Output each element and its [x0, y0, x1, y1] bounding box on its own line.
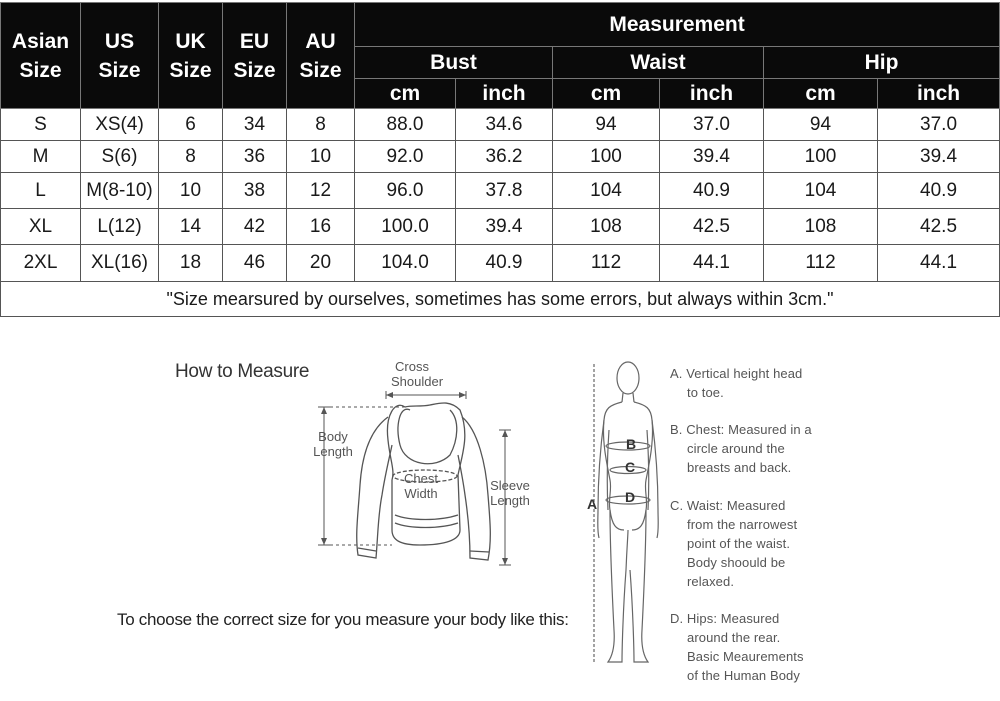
cell-eu-size: 34	[223, 109, 287, 141]
table-row	[1, 109, 1000, 141]
cell-us-size: XS(4)	[81, 109, 159, 141]
header-bust-inch: inch	[456, 79, 553, 109]
cell-hip-cm: 112	[764, 245, 878, 282]
cell-waist-inch: 42.5	[660, 209, 764, 245]
legend-d	[670, 609, 804, 685]
header-hip: Hip	[764, 47, 1000, 79]
cell-eu-size: 42	[223, 209, 287, 245]
marker-c: C	[625, 459, 636, 475]
sweater-diagram	[300, 355, 540, 585]
table-row	[1, 209, 1000, 245]
measurement-note: "Size mearsured by ourselves, sometimes has some errors, but always within 3cm."	[1, 282, 1000, 317]
cell-uk-size: 10	[159, 173, 223, 209]
header-waist-inch: inch	[660, 79, 764, 109]
marker-d: D	[625, 489, 636, 505]
legend-d-line1: D. Hips: Measured	[670, 611, 780, 626]
cell-au-size: 16	[287, 209, 355, 245]
legend-a-line2: to toe.	[687, 385, 724, 400]
cell-waist-cm: 104	[553, 173, 660, 209]
cell-waist-inch: 37.0	[660, 109, 764, 141]
cell-hip-inch: 42.5	[878, 209, 1000, 245]
cell-asian-size: M	[1, 141, 81, 173]
cell-uk-size: 8	[159, 141, 223, 173]
marker-a: A	[587, 496, 598, 512]
cell-eu-size: 36	[223, 141, 287, 173]
cell-bust-inch: 40.9	[456, 245, 553, 282]
header-bust-cm: cm	[355, 79, 456, 109]
marker-b: B	[626, 436, 637, 452]
header-measurement: Measurement	[355, 3, 1000, 47]
legend-c-line1: C. Waist: Measured	[670, 498, 786, 513]
legend-b-line3: breasts and back.	[687, 460, 792, 475]
cell-us-size: M(8-10)	[81, 173, 159, 209]
cell-asian-size: S	[1, 109, 81, 141]
cell-bust-inch: 39.4	[456, 209, 553, 245]
cell-us-size: L(12)	[81, 209, 159, 245]
legend-b-line2: circle around the	[687, 441, 785, 456]
header-us-size: US Size	[81, 3, 159, 109]
cell-eu-size: 46	[223, 245, 287, 282]
cell-waist-inch: 39.4	[660, 141, 764, 173]
legend-c	[670, 496, 797, 591]
table-row	[1, 245, 1000, 282]
cell-hip-cm: 104	[764, 173, 878, 209]
cell-asian-size: L	[1, 173, 81, 209]
cell-waist-cm: 108	[553, 209, 660, 245]
cell-hip-inch: 40.9	[878, 173, 1000, 209]
legend-c-line4: Body shoould be	[687, 555, 786, 570]
cell-bust-cm: 100.0	[355, 209, 456, 245]
table-row	[1, 141, 1000, 173]
cell-hip-cm: 108	[764, 209, 878, 245]
header-waist-cm: cm	[553, 79, 660, 109]
cell-uk-size: 6	[159, 109, 223, 141]
cell-hip-inch: 39.4	[878, 141, 1000, 173]
legend-c-line3: point of the waist.	[687, 536, 791, 551]
cell-au-size: 12	[287, 173, 355, 209]
legend-b-line1: B. Chest: Measured in a	[670, 422, 812, 437]
cell-bust-cm: 88.0	[355, 109, 456, 141]
cell-uk-size: 18	[159, 245, 223, 282]
header-au-size: AU Size	[287, 3, 355, 109]
cell-us-size: S(6)	[81, 141, 159, 173]
header-asian-size: Asian Size	[1, 3, 81, 109]
cell-waist-cm: 94	[553, 109, 660, 141]
cell-hip-inch: 44.1	[878, 245, 1000, 282]
header-hip-inch: inch	[878, 79, 1000, 109]
legend-d-line4: of the Human Body	[687, 668, 800, 683]
legend-a-line1: A. Vertical height head	[670, 366, 803, 381]
cell-au-size: 10	[287, 141, 355, 173]
cell-waist-inch: 44.1	[660, 245, 764, 282]
cell-waist-cm: 112	[553, 245, 660, 282]
cell-uk-size: 14	[159, 209, 223, 245]
header-hip-cm: cm	[764, 79, 878, 109]
cell-us-size: XL(16)	[81, 245, 159, 282]
how-to-measure-title: How to Measure	[175, 361, 310, 382]
choose-size-instruction: To choose the correct size for you measure your body like this:	[117, 610, 569, 629]
cell-bust-inch: 36.2	[456, 141, 553, 173]
cross-shoulder-label: Cross Shoulder	[391, 359, 444, 389]
legend-b	[670, 420, 812, 477]
cell-au-size: 8	[287, 109, 355, 141]
header-waist: Waist	[553, 47, 764, 79]
cell-asian-size: 2XL	[1, 245, 81, 282]
cell-hip-cm: 100	[764, 141, 878, 173]
cell-bust-cm: 96.0	[355, 173, 456, 209]
legend-d-line2: around the rear.	[687, 630, 781, 645]
cell-waist-cm: 100	[553, 141, 660, 173]
cell-hip-cm: 94	[764, 109, 878, 141]
size-chart-table	[0, 2, 1000, 317]
cell-bust-inch: 37.8	[456, 173, 553, 209]
cell-au-size: 20	[287, 245, 355, 282]
cell-asian-size: XL	[1, 209, 81, 245]
legend-c-line5: relaxed.	[687, 574, 735, 589]
legend-d-line3: Basic Meaurements	[687, 649, 804, 664]
body-length-label: Body Length	[313, 429, 353, 459]
legend-c-line2: from the narrowest	[687, 517, 798, 532]
cell-bust-inch: 34.6	[456, 109, 553, 141]
cell-bust-cm: 92.0	[355, 141, 456, 173]
chest-width-label: Chest Width	[404, 471, 438, 501]
cell-waist-inch: 40.9	[660, 173, 764, 209]
header-bust: Bust	[355, 47, 553, 79]
sleeve-length-label: Sleeve Length	[490, 478, 530, 508]
cell-hip-inch: 37.0	[878, 109, 1000, 141]
header-eu-size: EU Size	[223, 3, 287, 109]
cell-eu-size: 38	[223, 173, 287, 209]
header-uk-size: UK Size	[159, 3, 223, 109]
table-row	[1, 173, 1000, 209]
cell-bust-cm: 104.0	[355, 245, 456, 282]
legend-a	[670, 364, 802, 402]
